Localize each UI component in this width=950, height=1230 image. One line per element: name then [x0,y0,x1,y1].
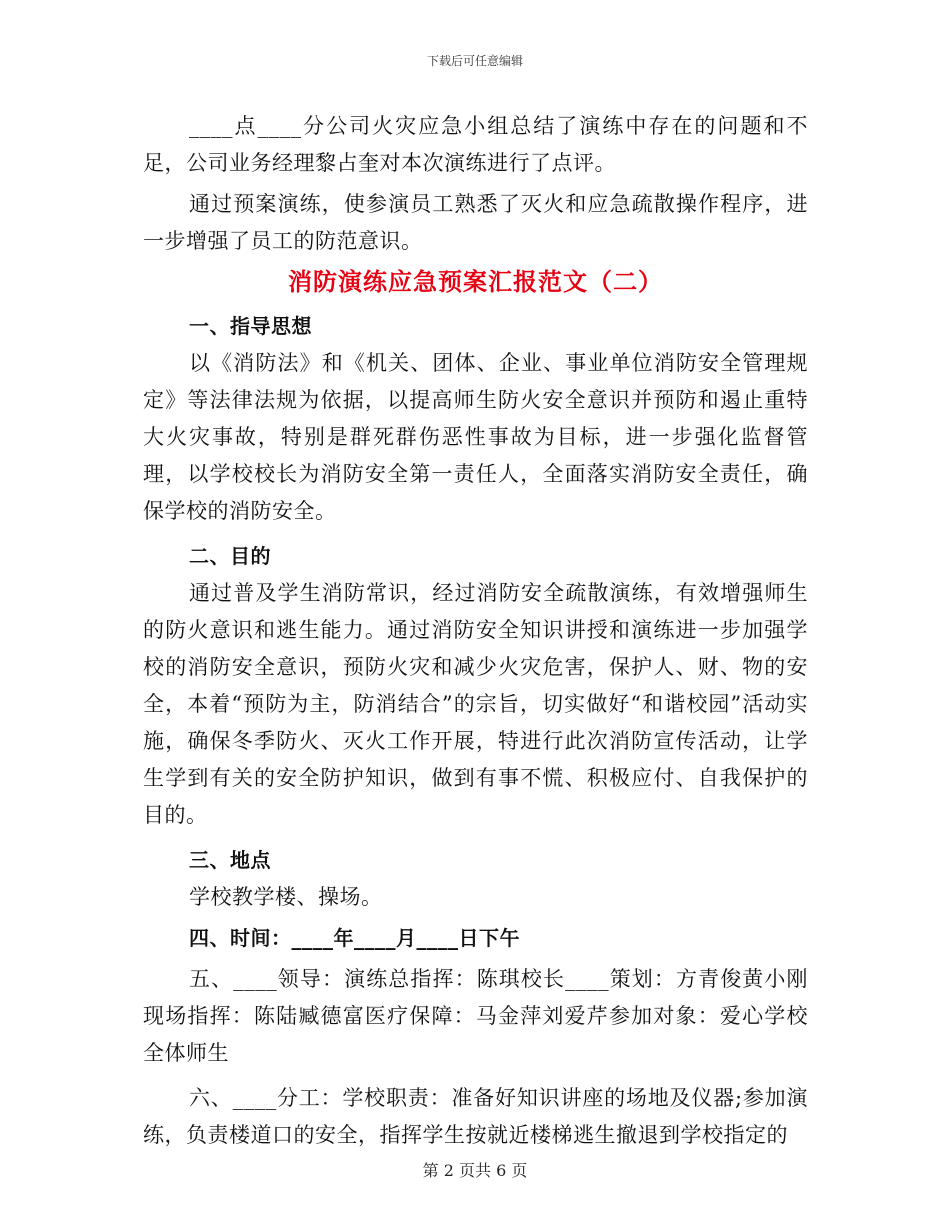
paragraph-leadership: 五、____领导：演练总指挥：陈琪校长____策划：方青俊黄小刚现场指挥：陈陆臧德富医疗保障：马金萍刘爱芹参加对象：爱心学校全体师生 [143,967,808,1065]
paragraph-division: 六、____分工：学校职责：准备好知识讲座的场地及仪器;参加演练，负责楼道口的安全，指挥学生按就近楼梯逃生撤退到学校指定的 [143,1086,808,1147]
paragraph-conclusion: 通过预案演练，使参演员工熟悉了灭火和应急疏散操作程序，进一步增强了员工的防范意识。 [143,192,808,253]
paragraph-purpose: 通过普及学生消防常识，经过消防安全疏散演练，有效增强师生的防火意识和逃生能力。通过消防安全知识讲授和演练进一步加强学校的消防安全意识，预防火灾和减少火灾危害，保护人、财、物的安全，本着“预防为主，防消结合”的宗旨，切实做好“和谐校园”活动实施，确保冬季防火、灭火工作开展，特进行此次消防宣传活动，让学生学到有关的安全防护知识，做到有事不慌、积极应付、自我保护的目的。 [143,581,808,827]
page-header: 下载后可任意编辑 [426,54,523,68]
heading-time: 四、时间：____年____月____日下午 [189,926,520,950]
heading-location: 三、地点 [189,848,271,872]
paragraph-summary: ____点____分公司火灾应急小组总结了演练中存在的问题和不足，公司业务经理黎占奎对本次演练进行了点评。 [143,114,808,175]
document-title: 消防演练应急预案汇报范文（二） [288,268,663,296]
heading-purpose: 二、目的 [189,544,271,568]
paragraph-guiding-ideology: 以《消防法》和《机关、团体、企业、事业单位消防安全管理规定》等法律法规为依据，以提高师生防火安全意识并预防和遏止重特大火灾事故，特别是群死群伤恶性事故为目标，进一步强化监督管理，以学校校长为消防安全第一责任人，全面落实消防安全责任，确保学校的消防安全。 [143,351,808,523]
page-footer: 第 2 页共 6 页 [422,1161,528,1180]
heading-guiding-ideology: 一、指导思想 [189,314,312,338]
document-body [143,108,808,1154]
paragraph-location: 学校教学楼、操场。 [189,885,383,909]
